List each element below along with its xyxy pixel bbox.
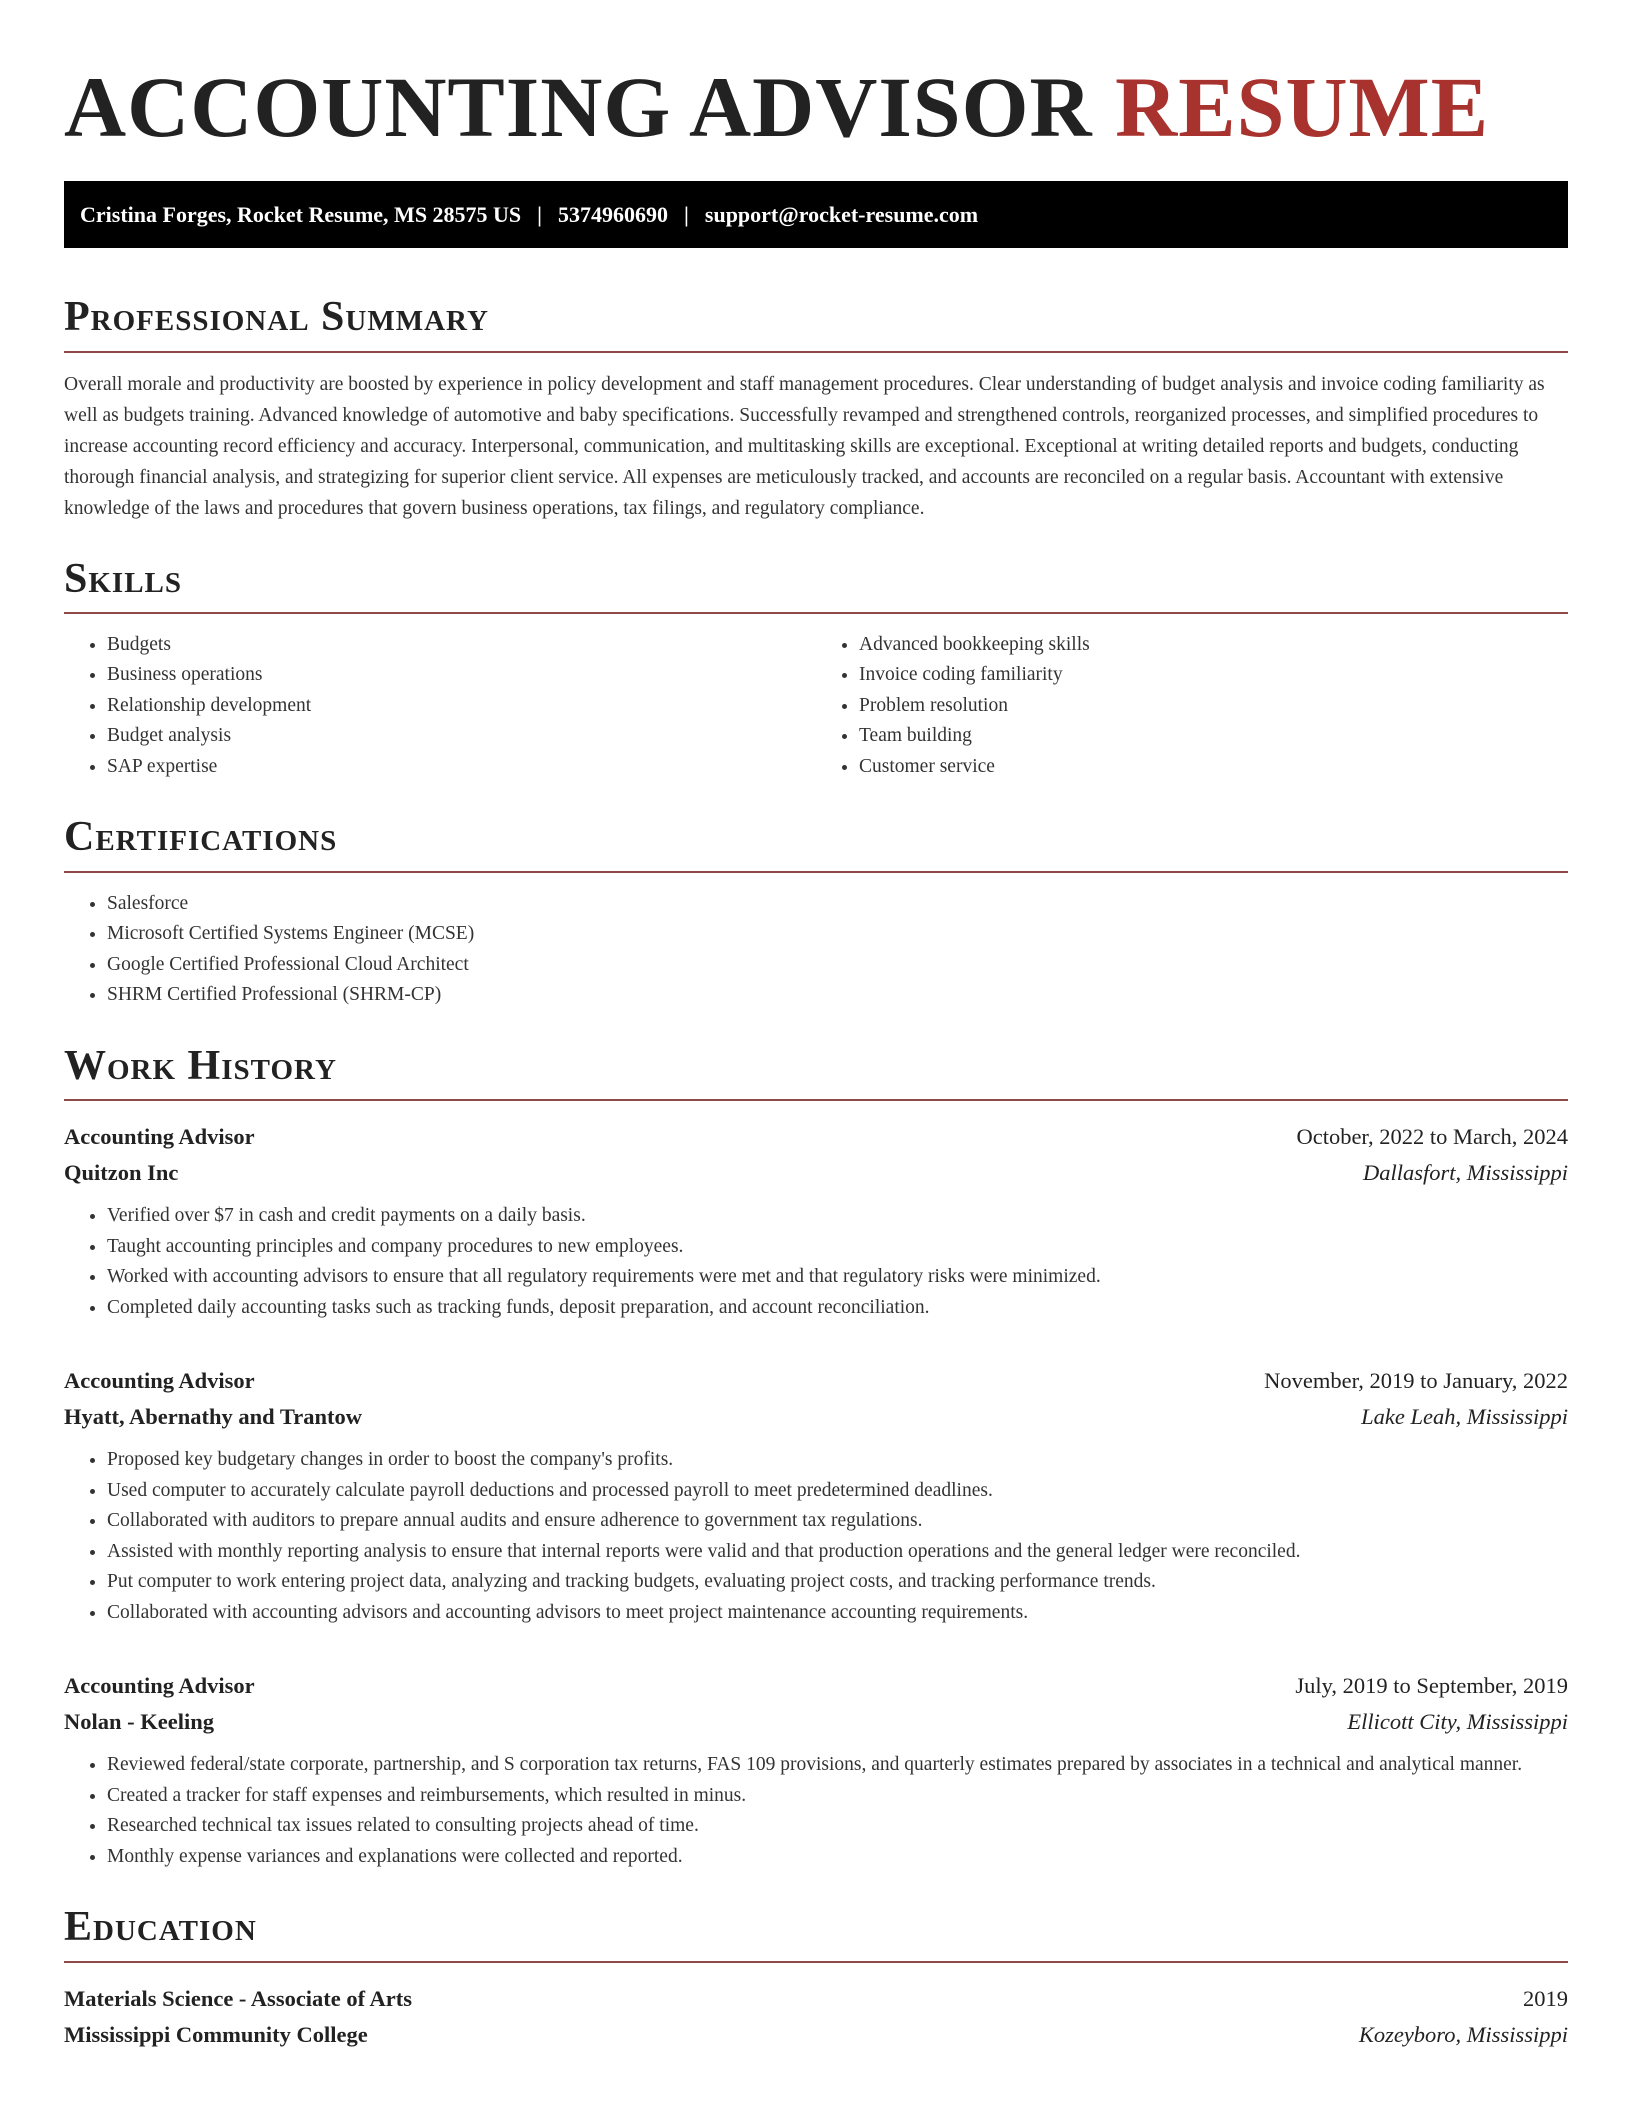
certifications-list — [64, 889, 1568, 1011]
contact-phone[interactable]: 5374960690 — [558, 201, 669, 227]
job-company: Quitzon Inc — [64, 1160, 179, 1186]
job-bullet: • Used computer to accurately calculate payroll deductions and processed payroll to meet predetermined deadlines. — [107, 1476, 1568, 1507]
education-heading: Education — [64, 1904, 257, 1951]
education-location: Kozeyboro, Mississippi — [1358, 2021, 1568, 2047]
work-history-section — [64, 1041, 1568, 1872]
job-dates: October, 2022 to March, 2024 — [1296, 1124, 1568, 1150]
skill-item: • Relationship development — [107, 691, 816, 722]
job-entry — [64, 1363, 1568, 1628]
job-bullet: • Reviewed federal/state corporate, partnership, and S corporation tax returns, FAS 109 provisions, and quarterly estimates prepared by associates in a technical and analytical manner. — [107, 1750, 1568, 1781]
job-company-row — [64, 1155, 1568, 1191]
job-bullet: • Completed daily accounting tasks such as tracking funds, deposit preparation, and account reconciliation. — [107, 1293, 1568, 1324]
skill-item: • Invoice coding familiarity — [859, 660, 1568, 691]
education-degree: Materials Science - Associate of Arts — [64, 1985, 413, 2011]
contact-separator: | — [684, 201, 689, 227]
job-header-row — [64, 1119, 1568, 1155]
job-bullet: • Researched technical tax issues related to consulting projects ahead of time. — [107, 1811, 1568, 1842]
skill-item: • Budgets — [107, 630, 816, 661]
job-bullet: • Collaborated with auditors to prepare annual audits and ensure adherence to government tax regulations. — [107, 1506, 1568, 1537]
job-company-row — [64, 1399, 1568, 1435]
job-bullet: • Proposed key budgetary changes in order to boost the company's profits. — [107, 1445, 1568, 1476]
job-location: Lake Leah, Mississippi — [1361, 1404, 1568, 1430]
job-title: Accounting Advisor — [64, 1368, 255, 1394]
job-title: Accounting Advisor — [64, 1124, 255, 1150]
job-title: Accounting Advisor — [64, 1673, 255, 1699]
job-location: Ellicott City, Mississippi — [1347, 1709, 1568, 1735]
section-divider — [64, 871, 1568, 873]
resume-title — [64, 56, 1568, 159]
skill-item: • Business operations — [107, 660, 816, 691]
job-bullets — [64, 1201, 1568, 1323]
job-bullet: • Collaborated with accounting advisors and accounting advisors to meet project maintenance accounting requirements. — [107, 1598, 1568, 1629]
section-divider — [64, 1099, 1568, 1101]
education-year: 2019 — [1523, 1985, 1568, 2011]
skills-list-left — [64, 630, 816, 783]
title-accent: RESUME — [1115, 59, 1490, 155]
contact-separator: | — [537, 201, 543, 227]
job-bullet: • Created a tracker for staff expenses and reimbursements, which resulted in minus. — [107, 1781, 1568, 1812]
job-bullet: • Verified over $7 in cash and credit payments on a daily basis. — [107, 1201, 1568, 1232]
skill-item: • Budget analysis — [107, 721, 816, 752]
job-bullets — [64, 1445, 1568, 1628]
job-bullet: • Monthly expense variances and explanations were collected and reported. — [107, 1842, 1568, 1873]
skills-list-right — [816, 630, 1568, 783]
education-degree-row — [64, 1981, 1568, 2017]
contact-address: Cristina Forges, Rocket Resume, MS 28575 US — [80, 201, 522, 227]
certification-item: • Google Certified Professional Cloud Architect — [107, 950, 1568, 981]
education-entry — [64, 1981, 1568, 2053]
job-header-row — [64, 1363, 1568, 1399]
work-history-heading: Work History — [64, 1042, 337, 1089]
job-entry — [64, 1668, 1568, 1872]
certification-item: • SHRM Certified Professional (SHRM-CP) — [107, 980, 1568, 1011]
skill-item: • Team building — [859, 721, 1568, 752]
job-bullet: • Assisted with monthly reporting analysis to ensure that internal reports were valid and that production operations and the general ledger were reconciled. — [107, 1537, 1568, 1568]
contact-bar — [64, 181, 1568, 248]
resume-page — [64, 0, 1568, 2053]
job-company: Nolan - Keeling — [64, 1709, 214, 1735]
job-bullet: • Taught accounting principles and company procedures to new employees. — [107, 1232, 1568, 1263]
skill-item: • Customer service — [859, 752, 1568, 783]
job-company-row — [64, 1704, 1568, 1740]
section-divider — [64, 351, 1568, 353]
certification-item: • Salesforce — [107, 889, 1568, 920]
job-bullet: • Worked with accounting advisors to ensure that all regulatory requirements were met and that regulatory risks were minimized. — [107, 1262, 1568, 1293]
contact-email[interactable]: support@rocket-resume.com — [704, 201, 979, 227]
job-bullet: • Put computer to work entering project data, analyzing and tracking budgets, evaluating project costs, and tracking performance trends. — [107, 1567, 1568, 1598]
title-main: ACCOUNTING ADVISOR — [64, 59, 1093, 155]
education-school-row — [64, 2017, 1568, 2053]
education-school: Mississippi Community College — [64, 2021, 368, 2047]
summary-heading: Professional Summary — [64, 294, 489, 341]
certifications-heading: Certifications — [64, 814, 338, 861]
certifications-section — [64, 812, 1568, 1010]
job-bullets — [64, 1750, 1568, 1872]
job-dates: November, 2019 to January, 2022 — [1264, 1368, 1568, 1394]
job-entry — [64, 1119, 1568, 1323]
summary-text: Overall morale and productivity are boosted by experience in policy development and staff management procedures. Clear understanding of budget analysis and invoice coding familiarity as well as budgets training. Advanced knowledge of automotive and baby specifications. Successfully revamped and strengthened controls, reorganized processes, and simplified procedures to increase accounting record efficiency and accuracy. Interpersonal, communication, and multitasking skills are exceptional. Exceptional at writing detailed reports and budgets, conducting thorough financial analysis, and strategizing for superior client service. All expenses are meticulously tracked, and accounts are reconciled on a regular basis. Accountant with extensive knowledge of the laws and procedures that govern business operations, tax filings, and regulatory compliance. — [64, 373, 1545, 519]
certification-item: • Microsoft Certified Systems Engineer (MCSE) — [107, 919, 1568, 950]
job-dates: July, 2019 to September, 2019 — [1295, 1673, 1568, 1699]
summary-section — [64, 292, 1568, 523]
skills-grid — [64, 614, 1568, 783]
section-divider — [64, 1961, 1568, 1963]
education-section — [64, 1902, 1568, 2052]
job-location: Dallasfort, Mississippi — [1362, 1160, 1568, 1186]
skill-item: • SAP expertise — [107, 752, 816, 783]
job-company: Hyatt, Abernathy and Trantow — [64, 1404, 362, 1430]
skills-section — [64, 554, 1568, 783]
job-header-row — [64, 1668, 1568, 1704]
skill-item: • Advanced bookkeeping skills — [859, 630, 1568, 661]
skills-heading: Skills — [64, 555, 183, 602]
skill-item: • Problem resolution — [859, 691, 1568, 722]
